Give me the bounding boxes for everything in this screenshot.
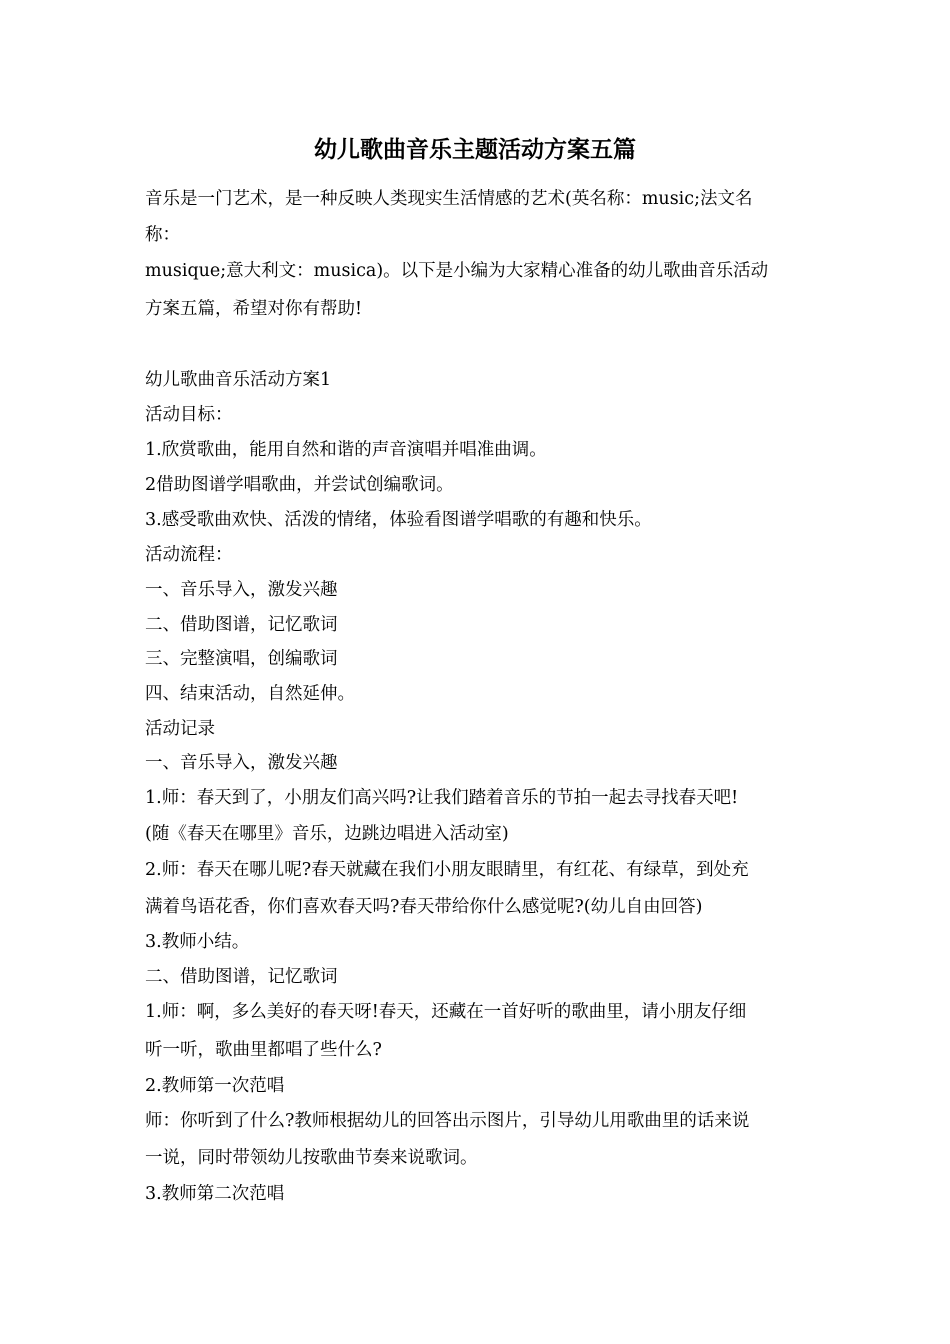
- body-line: 2.教师第一次范唱: [145, 1076, 285, 1096]
- body-line: 二、借助图谱，记忆歌词: [145, 615, 338, 635]
- body-line: 2借助图谱学唱歌曲，并尝试创编歌词。: [145, 475, 454, 495]
- body-line: 师：你听到了什么?教师根据幼儿的回答出示图片，引导幼儿用歌曲里的话来说: [145, 1111, 750, 1131]
- body-line: (随《春天在哪里》音乐，边跳边唱进入活动室): [145, 824, 509, 844]
- body-line: 3.教师第二次范唱: [145, 1184, 285, 1204]
- body-line: 满着鸟语花香，你们喜欢春天吗?春天带给你什么感觉呢?(幼儿自由回答): [145, 897, 703, 917]
- body-line: 活动流程：: [145, 545, 233, 565]
- section-heading: 幼儿歌曲音乐活动方案1: [145, 370, 332, 390]
- intro-line-2: 称：: [145, 225, 180, 245]
- body-line: 3.教师小结。: [145, 932, 250, 952]
- intro-line-1: 音乐是一门艺术，是一种反映人类现实生活情感的艺术(英名称：music;法文名: [145, 189, 753, 209]
- body-line: 3.感受歌曲欢快、活泼的情绪，体验看图谱学唱歌的有趣和快乐。: [145, 510, 652, 530]
- body-line: 1.师：啊，多么美好的春天呀!春天，还藏在一首好听的歌曲里，请小朋友仔细: [145, 1002, 747, 1022]
- body-line: 1.欣赏歌曲，能用自然和谐的声音演唱并唱准曲调。: [145, 440, 547, 460]
- intro-line-3: musique;意大利文：musica)。以下是小编为大家精心准备的幼儿歌曲音乐活动: [145, 261, 769, 281]
- body-line: 1.师：春天到了，小朋友们高兴吗?让我们踏着音乐的节拍一起去寻找春天吧!: [145, 788, 739, 808]
- body-line: 听一听，歌曲里都唱了些什么?: [145, 1040, 382, 1060]
- body-line: 一、音乐导入，激发兴趣: [145, 580, 338, 600]
- body-line: 四、结束活动，自然延伸。: [145, 684, 355, 704]
- body-line: 一说，同时带领幼儿按歌曲节奏来说歌词。: [145, 1148, 478, 1168]
- intro-line-4: 方案五篇，希望对你有帮助!: [145, 299, 363, 319]
- body-line: 一、音乐导入，激发兴趣: [145, 753, 338, 773]
- body-line: 三、完整演唱，创编歌词: [145, 649, 338, 669]
- body-line: 二、借助图谱，记忆歌词: [145, 967, 338, 987]
- document-title: 幼儿歌曲音乐主题活动方案五篇: [314, 136, 636, 163]
- body-line: 2.师：春天在哪儿呢?春天就藏在我们小朋友眼睛里，有红花、有绿草，到处充: [145, 860, 749, 880]
- body-line: 活动目标：: [145, 405, 233, 425]
- body-line: 活动记录: [145, 719, 215, 739]
